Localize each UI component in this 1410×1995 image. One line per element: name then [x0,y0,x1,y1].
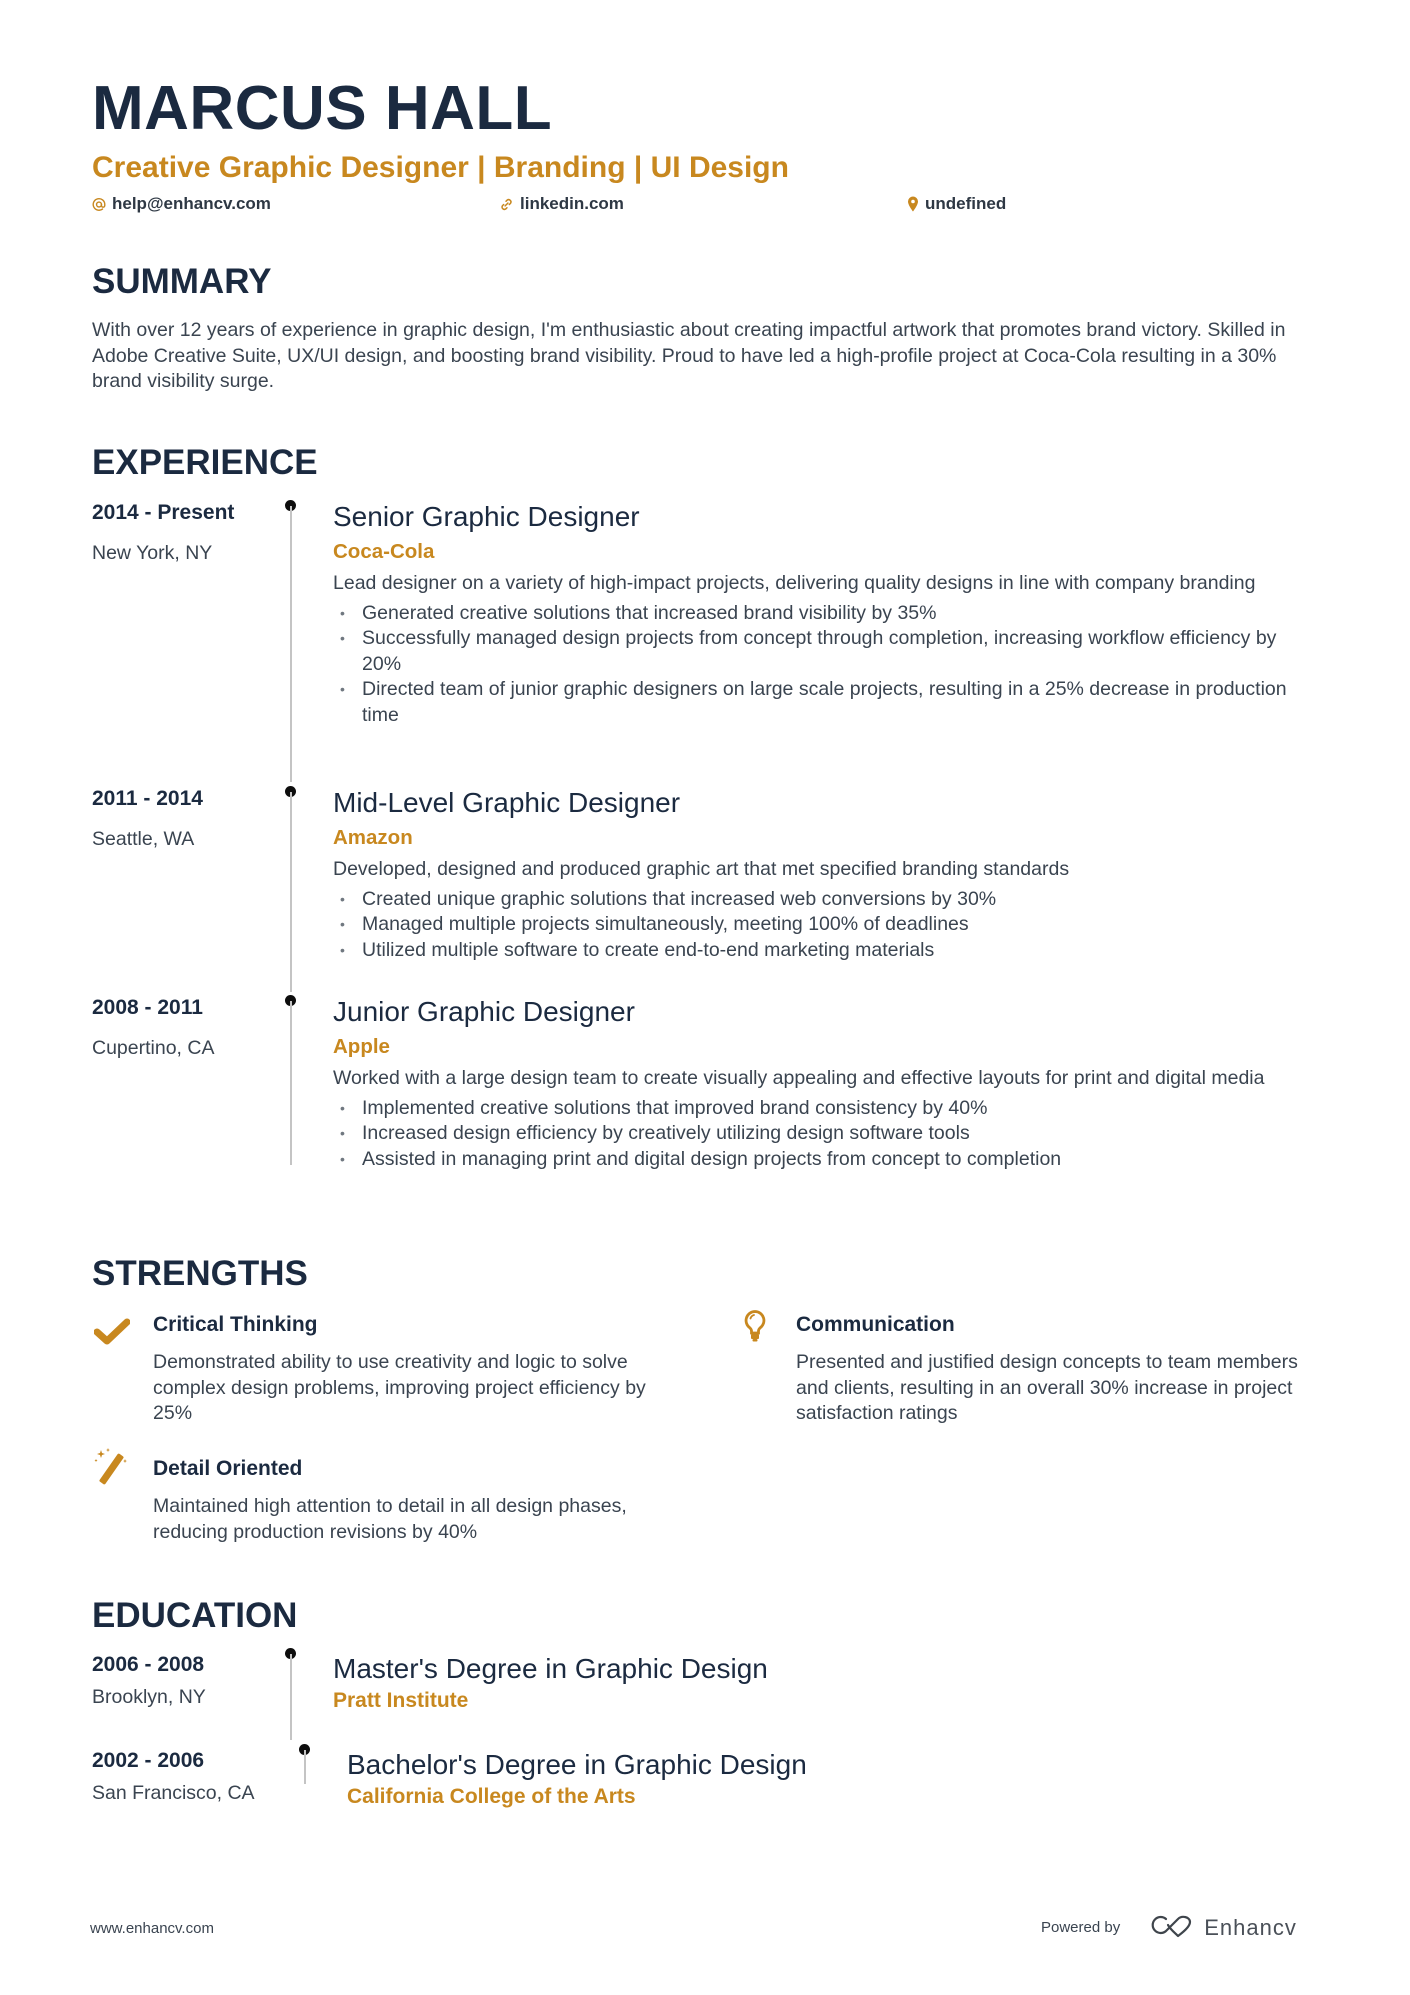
bullet-icon: • [340,681,345,697]
at-icon [92,197,106,212]
achievement-item: • Successfully managed design projects from concept through completion, increasing workflow efficiency by 20% [340,627,1277,675]
education-details [347,1748,1332,1810]
degree-title: Master's Degree in Graphic Design [333,1653,768,1684]
achievement-item: • Generated creative solutions that increased brand visibility by 35% [333,601,1318,627]
experience-dates: 2008 - 2011 [92,996,203,1019]
company-name: Coca-Cola [333,540,435,563]
summary-text: With over 12 years of experience in graphic design, I'm enthusiastic about creating impactful artwork that promotes brand victory. Skilled in Adobe Creative Suite, UX/UI design, and boosting brand visibility. Proud to have led a high-profile project at Coca-Cola resulting in a 30% brand visibility surge. [92,319,1286,392]
strength-description: Maintained high attention to detail in all design phases, reducing production revisions by 40% [153,1495,627,1543]
job-description: Developed, designed and produced graphic art that met specified branding standards [333,858,1070,880]
job-title: Senior Graphic Designer [333,501,640,532]
company-name: Apple [333,1035,390,1058]
contact-email[interactable]: help@enhancv.com [92,194,271,214]
checkmark-icon [92,1314,132,1350]
job-title: Mid-Level Graphic Designer [333,787,681,818]
strength-description: Demonstrated ability to use creativity and logic to solve complex design problems, improving project efficiency by 25% [153,1351,646,1424]
contact-linkedin[interactable]: linkedin.com [499,194,624,214]
school-name: California College of the Arts [347,1785,636,1808]
strength-title: Critical Thinking [153,1313,318,1336]
contact-location: undefined [907,194,1006,214]
education-details [333,1652,1318,1714]
strengths-heading: STRENGTHS [92,1254,308,1293]
job-description: Lead designer on a variety of high-impact projects, delivering quality designs in line with company branding [333,572,1256,594]
experience-details [333,995,1318,1172]
experience-meta [92,500,272,566]
experience-location: Seattle, WA [92,828,195,850]
education-location: San Francisco, CA [92,1782,255,1804]
timeline-line [290,506,292,782]
strength-title: Detail Oriented [153,1457,303,1480]
achievement-item: • Implemented creative solutions that improved brand consistency by 40% [333,1096,1318,1122]
magic-wand-icon [92,1448,132,1484]
job-title: Junior Graphic Designer [333,996,635,1027]
enhancv-logo-icon [1148,1911,1196,1944]
strength-description: Presented and justified design concepts to team members and clients, resulting in an overall 30% increase in project satisfaction ratings [796,1351,1298,1424]
bullet-icon: • [340,916,345,932]
bullet-icon: • [340,890,345,907]
experience-heading: EXPERIENCE [92,443,318,482]
candidate-name: MARCUS HALL [92,74,553,143]
achievement-list [333,1096,1318,1173]
company-name: Amazon [333,826,413,849]
experience-dates: 2014 - Present [92,501,235,524]
timeline-line [290,1001,292,1165]
bullet-icon: • [340,1150,345,1167]
achievement-item: • Created unique graphic solutions that increased web conversions by 30% [333,887,1318,913]
degree-title: Bachelor's Degree in Graphic Design [347,1749,807,1780]
experience-dates: 2011 - 2014 [92,787,203,810]
education-dates: 2006 - 2008 [92,1653,205,1676]
link-icon [499,197,514,212]
footer-website-link[interactable]: www.enhancv.com [90,1920,214,1937]
achievement-item: • Directed team of junior graphic designers on large scale projects, resulting in a 25% decrease in production time [340,678,1287,726]
location-pin-icon [907,196,919,212]
bullet-icon: • [340,1099,345,1116]
footer-branding [1041,1911,1297,1944]
timeline-line [304,1750,306,1784]
lightbulb-icon [735,1308,775,1344]
job-description: Worked with a large design team to create visually appealing and effective layouts for print and digital media [333,1067,1265,1089]
bullet-icon: • [340,630,345,646]
bullet-icon: • [340,604,345,621]
achievement-list [333,887,1318,964]
powered-by-label: Powered by [1041,1919,1121,1936]
summary-heading: SUMMARY [92,262,272,301]
education-location: Brooklyn, NY [92,1686,206,1708]
strength-title: Communication [796,1313,955,1336]
education-meta [92,1748,272,1806]
education-meta [92,1652,272,1710]
bullet-icon: • [340,941,345,958]
education-heading: EDUCATION [92,1596,298,1635]
experience-location: Cupertino, CA [92,1037,215,1059]
achievement-list [333,601,1318,729]
school-name: Pratt Institute [333,1689,469,1712]
achievement-item: • Assisted in managing print and digital design projects from concept to completion [333,1147,1318,1173]
bullet-icon: • [340,1125,345,1141]
timeline-line [290,1654,292,1740]
achievement-item: • Increased design efficiency by creatively utilizing design software tools [333,1121,1318,1147]
enhancv-brand-name: Enhancv [1204,1914,1297,1940]
education-dates: 2002 - 2006 [92,1749,205,1772]
achievement-item: • Utilized multiple software to create end-to-end marketing materials [333,938,1318,964]
candidate-title: Creative Graphic Designer | Branding | UI Design [92,151,789,184]
experience-location: New York, NY [92,542,213,564]
experience-meta [92,786,272,852]
contact-bar [92,194,1318,216]
experience-details [333,786,1318,963]
timeline-line [290,792,292,992]
achievement-item: • Managed multiple projects simultaneously, meeting 100% of deadlines [333,912,1318,938]
experience-meta [92,995,272,1061]
experience-details [333,500,1318,728]
